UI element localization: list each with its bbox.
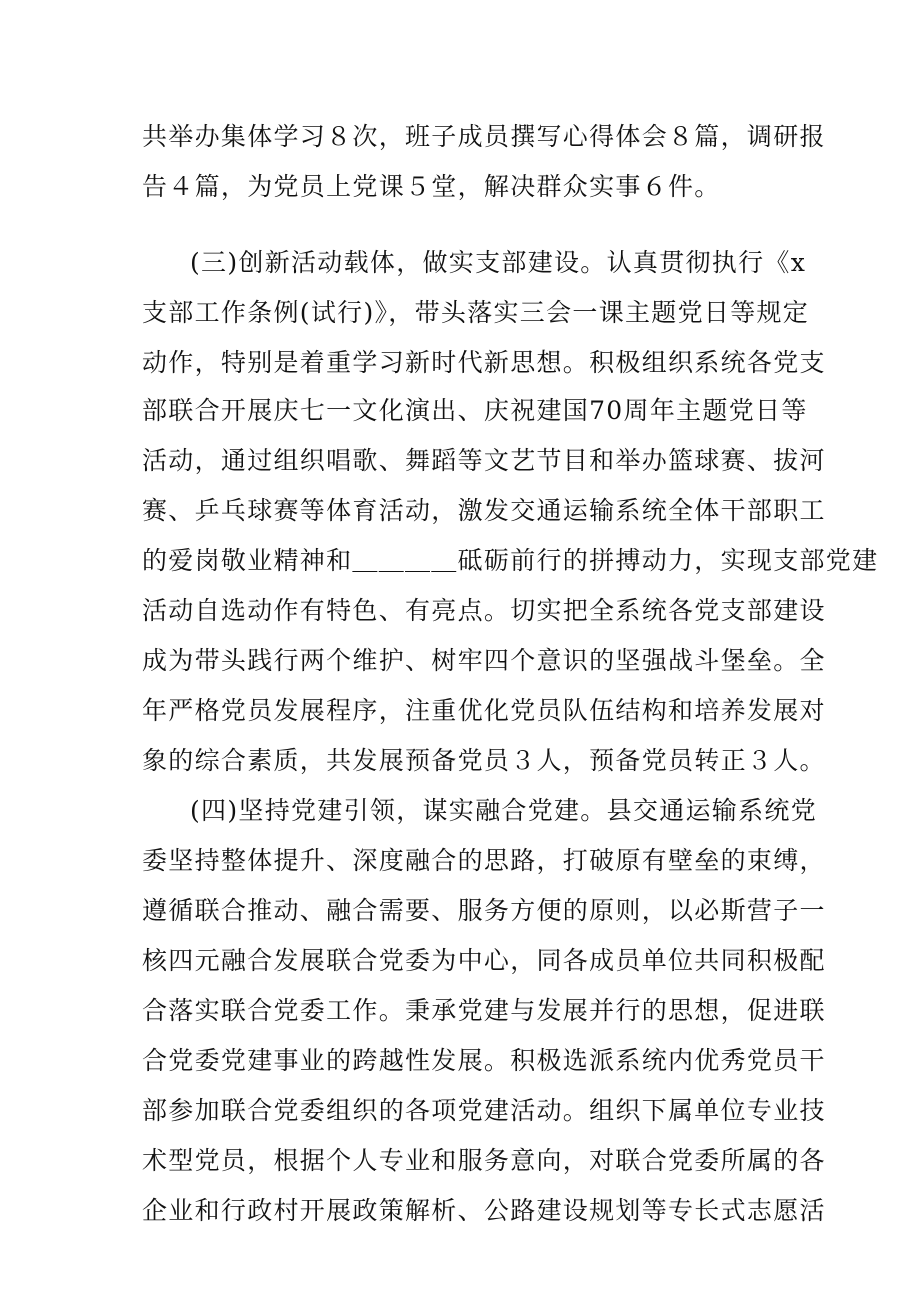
text-line: 共举办集体学习８次，班子成员撰写心得体会８篇，调研报 <box>142 122 826 151</box>
text-line: 动作，特别是着重学习新时代新思想。积极组织系统各党支 <box>142 348 826 377</box>
text-line: 支部工作条例(试行)》，带头落实三会一课主题党日等规定 <box>142 298 810 327</box>
text-line: 年严格党员发展程序，注重优化党员队伍结构和培养发展对 <box>142 696 826 725</box>
paragraph-heading-three: (三)创新活动载体，做实支部建设。认真贯彻执行《x <box>190 248 807 277</box>
text-line: 遵循联合推动、融合需要、服务方便的原则，以必斯营子一 <box>142 896 826 925</box>
text-line: 委坚持整体提升、深度融合的思路，打破原有壁垒的束缚， <box>142 846 826 875</box>
text-line: 告４篇，为党员上党课５堂，解决群众实事６件。 <box>142 172 721 201</box>
text-line: 活动自选动作有特色、有亮点。切实把全系统各党支部建设 <box>142 596 826 625</box>
text-line: 术型党员，根据个人专业和服务意向，对联合党委所属的各 <box>142 1146 826 1175</box>
text-line: 核四元融合发展联合党委为中心，同各成员单位共同积极配 <box>142 946 826 975</box>
text-line: 部联合开展庆七一文化演出、庆祝建国70周年主题党日等 <box>142 396 808 425</box>
text-line: 活动，通过组织唱歌、舞蹈等文艺节目和举办篮球赛、拔河 <box>142 446 826 475</box>
text-line: 赛、乒乓球赛等体育活动，激发交通运输系统全体干部职工 <box>142 496 826 525</box>
text-line: 部参加联合党委组织的各项党建活动。组织下属单位专业技 <box>142 1096 826 1125</box>
text-line: 合党委党建事业的跨越性发展。积极选派系统内优秀党员干 <box>142 1046 826 1075</box>
text-line: 的爱岗敬业精神和＿＿＿＿砥砺前行的拼搏动力，实现支部党建 <box>142 546 879 575</box>
text-line: 合落实联合党委工作。秉承党建与发展并行的思想，促进联 <box>142 996 826 1025</box>
text-line: 企业和行政村开展政策解析、公路建设规划等专长式志愿活 <box>142 1196 826 1225</box>
text-line: 成为带头践行两个维护、树牢四个意识的坚强战斗堡垒。全 <box>142 646 826 675</box>
text-line: 象的综合素质，共发展预备党员３人，预备党员转正３人。 <box>142 746 826 775</box>
paragraph-heading-four: (四)坚持党建引领，谋实融合党建。县交通运输系统党 <box>190 796 818 825</box>
